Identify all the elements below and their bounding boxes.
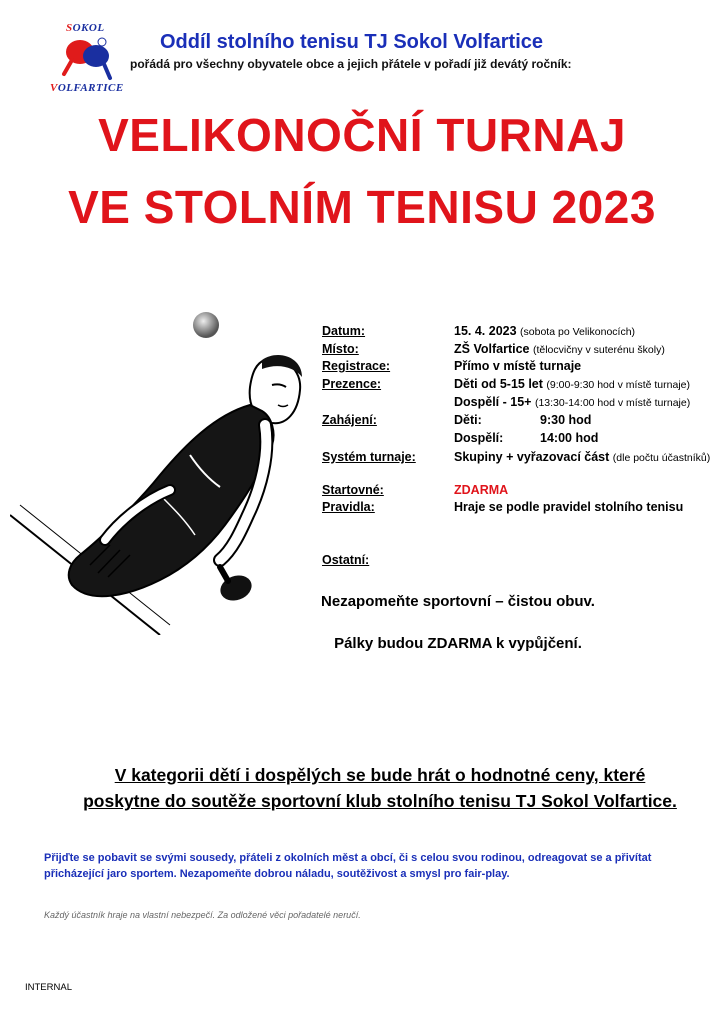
prize-line-1: V kategorii dětí i dospělých se bude hrát o hodnotné ceny, které — [114, 765, 646, 785]
system-value: Skupiny + vyřazovací část — [454, 450, 610, 464]
prezence-row-2 — [454, 395, 690, 409]
pravidla-label: Pravidla: — [322, 500, 375, 514]
logo-top-text: SOKOL — [66, 22, 105, 34]
prezence-value-1: Děti od 5-15 let — [454, 377, 543, 391]
logo-bottom-text: VOLFARTICE — [50, 82, 124, 94]
datum-note: (sobota po Velikonocích) — [520, 326, 636, 338]
table-tennis-player-illustration — [10, 305, 310, 635]
system-label: Systém turnaje: — [322, 450, 416, 464]
prezence-note-2: (13:30-14:00 hod v místě turnaje) — [534, 397, 691, 409]
registrace-label: Registrace: — [322, 359, 391, 373]
disclaimer: Každý účastník hraje na vlastní nebezpečí. Za odložené věci pořadatelé neručí. — [44, 910, 361, 920]
ostatni-label: Ostatní: — [322, 553, 370, 567]
startovne-value: ZDARMA — [454, 483, 509, 497]
zahajeni-deti-label: Děti: — [454, 413, 482, 427]
zahajeni-dospeli-label: Dospělí: — [454, 431, 504, 445]
misto-value: ZŠ Volfartice — [454, 342, 530, 356]
invite-line-2: přicházející jaro sportem. Nezapomeňte dobrou náladu, soutěživost a smysl pro fair-play. — [44, 868, 510, 880]
reminder-paddles: Pálky budou ZDARMA k vypůjčení. — [334, 635, 582, 652]
datum-row — [454, 324, 635, 338]
prize-line-2: poskytne do soutěže sportovní klub stolního tenisu TJ Sokol Volfartice. — [83, 791, 677, 811]
headline-line-1: VELIKONOČNÍ TURNAJ — [98, 109, 626, 161]
misto-label: Místo: — [322, 342, 359, 356]
pravidla-value: Hraje se podle pravidel stolního tenisu — [454, 500, 684, 514]
misto-note: (tělocvičny v suterénu školy) — [532, 344, 665, 356]
zahajeni-dospeli-time: 14:00 hod — [540, 431, 599, 445]
club-logo — [42, 22, 132, 98]
invite-line-1: Přijďte se pobavit se svými sousedy, přáteli z okolních měst a obcí, či s celou svou rodinou, odreagovat se a přivítat — [44, 852, 652, 864]
zahajeni-deti-time: 9:30 hod — [540, 413, 592, 427]
zahajeni-label: Zahájení: — [322, 413, 377, 427]
club-subtitle: pořádá pro všechny obyvatele obce a jejich přátele v pořadí již devátý ročník: — [130, 57, 572, 71]
prezence-value-2: Dospělí - 15+ — [454, 395, 532, 409]
datum-label: Datum: — [322, 324, 366, 338]
prezence-label: Prezence: — [322, 377, 382, 391]
classification-label: INTERNAL — [25, 982, 72, 993]
club-title: Oddíl stolního tenisu TJ Sokol Volfartice — [160, 31, 543, 53]
misto-row — [454, 342, 665, 356]
reminder-shoes: Nezapomeňte sportovní – čistou obuv. — [321, 593, 595, 610]
startovne-label: Startovné: — [322, 483, 384, 497]
paddles-icon — [58, 34, 118, 82]
prezence-row-1 — [454, 377, 690, 391]
prezence-note-1: (9:00-9:30 hod v místě turnaje) — [546, 379, 690, 391]
datum-value: 15. 4. 2023 — [454, 324, 517, 338]
system-row — [454, 450, 710, 464]
headline-line-2: VE STOLNÍM TENISU 2023 — [68, 181, 656, 233]
system-note: (dle počtu účastníků) — [612, 452, 711, 464]
registrace-value: Přímo v místě turnaje — [454, 359, 582, 373]
